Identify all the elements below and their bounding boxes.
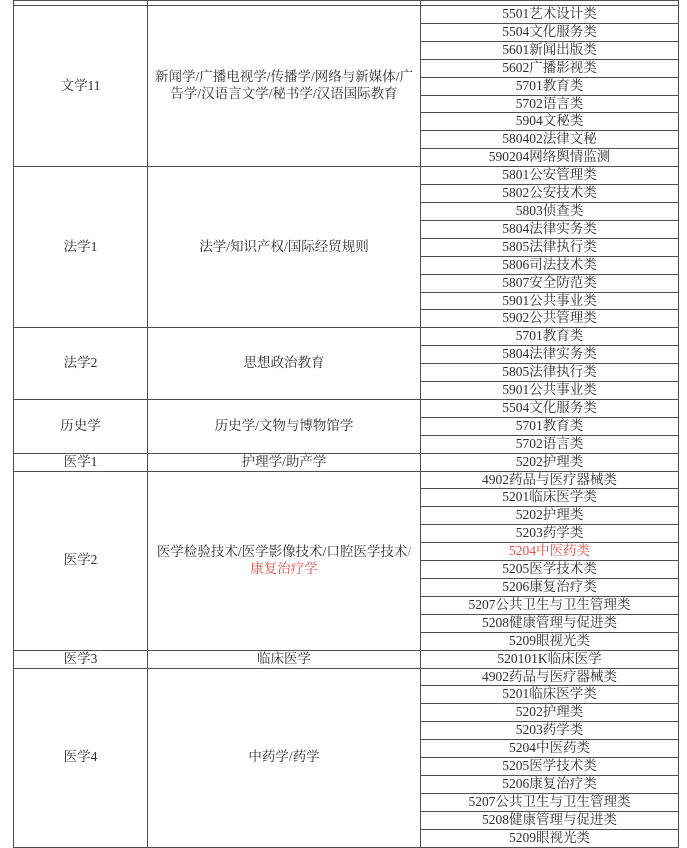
- code-cell: 5204中医药类: [421, 740, 679, 758]
- major-text-run: 医学检验技术/医学影像技术/口腔医学技术: [156, 543, 408, 559]
- category-cell: 医学4: [14, 668, 148, 847]
- table-body: [14, 1, 679, 848]
- code-cell: 5205医学技术类: [421, 758, 679, 776]
- code-cell: 5901公共事业类: [421, 382, 679, 400]
- category-cell: 医学1: [14, 453, 148, 471]
- code-cell: 5504文化服务类: [421, 23, 679, 41]
- code-cell: 5702语言类: [421, 95, 679, 113]
- code-cell: 5209眼视光类: [421, 632, 679, 650]
- major-text-run: 护理学/助产学: [241, 453, 327, 469]
- majors-cell: [148, 6, 421, 167]
- majors-cell: [148, 399, 421, 453]
- category-cell: 法学1: [14, 167, 148, 328]
- code-cell: 5902公共管理类: [421, 310, 679, 328]
- code-cell: 580402法律文秘: [421, 131, 679, 149]
- majors-cell: [148, 328, 421, 400]
- table-row: [14, 328, 679, 346]
- major-text-run: 中药学/药学: [248, 749, 320, 765]
- majors-cell: [148, 471, 421, 650]
- table-row: [14, 399, 679, 417]
- code-cell: 4902药品与医疗器械类: [421, 668, 679, 686]
- table-row: [14, 453, 679, 471]
- majors-cell: [148, 668, 421, 847]
- code-cell: 5804法律实务类: [421, 220, 679, 238]
- code-cell: 5209眼视光类: [421, 829, 679, 847]
- major-category-table: [13, 0, 679, 848]
- table-row: [14, 6, 679, 24]
- code-cell: 5602广播影视类: [421, 59, 679, 77]
- code-cell: 5208健康管理与促进类: [421, 614, 679, 632]
- code-cell: 5501艺术设计类: [421, 6, 679, 24]
- code-cell: 5701教育类: [421, 328, 679, 346]
- major-text-run: 历史学/文物与博物馆学: [214, 417, 354, 433]
- code-cell: 5804法律实务类: [421, 346, 679, 364]
- category-cell: 法学2: [14, 328, 148, 400]
- majors-cell: [148, 167, 421, 328]
- code-cell: 5203药学类: [421, 722, 679, 740]
- category-cell: 医学2: [14, 471, 148, 650]
- majors-cell: [148, 453, 421, 471]
- category-cell: 文学11: [14, 6, 148, 167]
- code-cell: 5504文化服务类: [421, 399, 679, 417]
- majors-cell: [148, 650, 421, 668]
- code-cell: 5701教育类: [421, 77, 679, 95]
- major-text-run: /康复治疗学: [250, 543, 412, 576]
- table-row: [14, 471, 679, 489]
- major-text-run: 思想政治教育: [243, 355, 325, 371]
- code-cell: 5701教育类: [421, 417, 679, 435]
- code-cell: 5202护理类: [421, 507, 679, 525]
- code-cell: 5206康复治疗类: [421, 579, 679, 597]
- code-cell: 5904文秘类: [421, 113, 679, 131]
- code-cell: 590204网络舆情监测: [421, 149, 679, 167]
- table-row: [14, 167, 679, 185]
- code-cell: 5801公安管理类: [421, 167, 679, 185]
- major-text-run: 新闻学/广播电视学/传播学/网络与新媒体/广告学/汉语言文学/秘书学/汉语国际教育: [154, 69, 413, 102]
- code-cell: 5205医学技术类: [421, 561, 679, 579]
- table-row: [14, 668, 679, 686]
- code-cell: 5203药学类: [421, 525, 679, 543]
- code-cell: 5202护理类: [421, 704, 679, 722]
- code-cell: 5901公共事业类: [421, 292, 679, 310]
- code-cell: 5208健康管理与促进类: [421, 811, 679, 829]
- code-cell: 5702语言类: [421, 435, 679, 453]
- code-cell: 5601新闻出版类: [421, 41, 679, 59]
- code-cell: 5201临床医学类: [421, 489, 679, 507]
- code-cell: 5207公共卫生与卫生管理类: [421, 596, 679, 614]
- major-text-run: 法学/知识产权/国际经贸规则: [199, 238, 369, 254]
- code-cell: 5805法律执行类: [421, 238, 679, 256]
- code-cell: 5206康复治疗类: [421, 775, 679, 793]
- code-cell: 5201临床医学类: [421, 686, 679, 704]
- code-cell: 5806司法技术类: [421, 256, 679, 274]
- category-cell: 历史学: [14, 399, 148, 453]
- major-text-run: 临床医学: [257, 650, 311, 666]
- code-cell: 5807安全防范类: [421, 274, 679, 292]
- code-cell: 520101K临床医学: [421, 650, 679, 668]
- code-cell: 5802公安技术类: [421, 185, 679, 203]
- category-cell: 医学3: [14, 650, 148, 668]
- table-row: [14, 650, 679, 668]
- code-cell: 5805法律执行类: [421, 364, 679, 382]
- code-cell: 5803侦查类: [421, 202, 679, 220]
- code-cell: 5207公共卫生与卫生管理类: [421, 793, 679, 811]
- code-cell: 5204中医药类: [421, 543, 679, 561]
- code-cell: 5202护理类: [421, 453, 679, 471]
- code-cell: 4902药品与医疗器械类: [421, 471, 679, 489]
